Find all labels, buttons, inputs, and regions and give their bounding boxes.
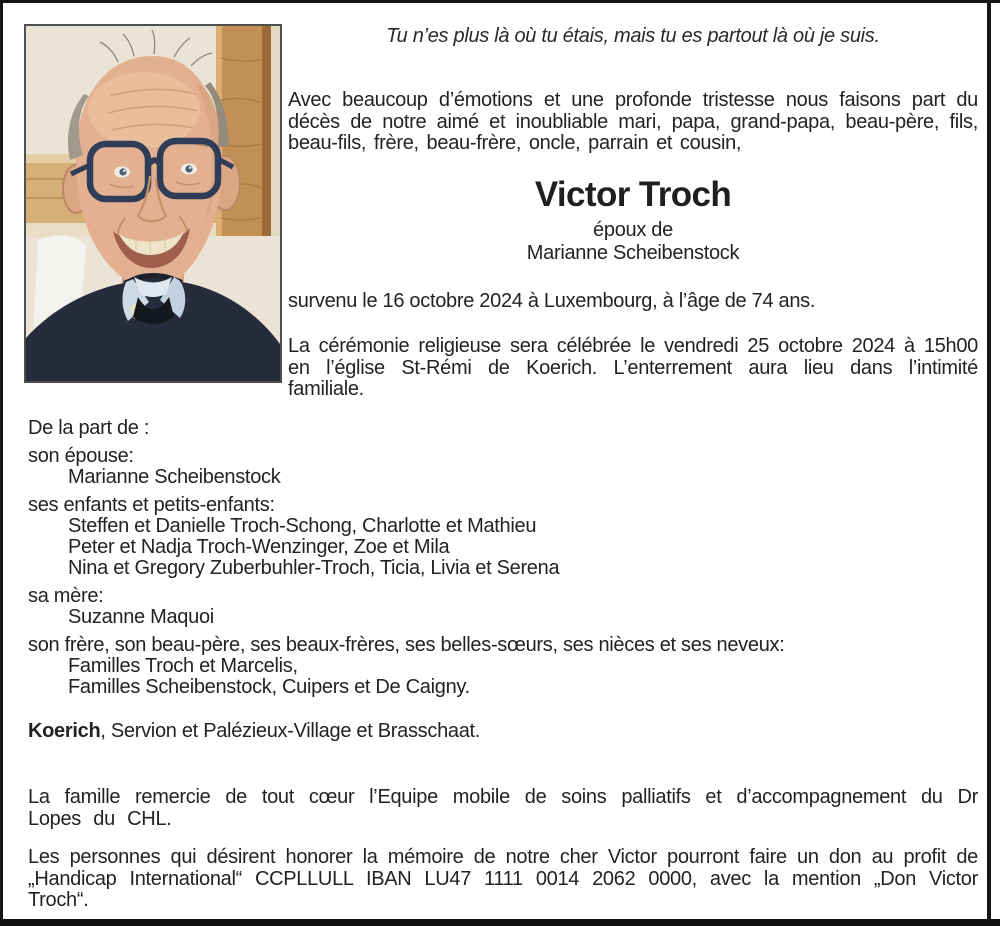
thanks-paragraph: La famille remercie de tout cœur l’Equipe mobile de soins palliatifs et d’accompagnement du Dr Lopes du CHL. [28,786,978,830]
portrait-illustration [26,26,280,381]
group-name-line: Familles Scheibenstock, Cuipers et De Caigny. [68,676,470,698]
group-name-line: Familles Troch et Marcelis, [68,655,298,677]
family-section [28,418,978,698]
group-name-line: Nina et Gregory Zuberbuhler-Troch, Ticia, Livia et Serena [68,557,560,579]
death-date-line: survenu le 16 octobre 2024 à Luxembourg, à l’âge de 74 ans. [288,290,816,312]
group-name-line: Steffen et Danielle Troch-Schong, Charlotte et Mathieu [68,515,537,537]
group-label: son épouse: [28,445,134,467]
group-name-line: Suzanne Maquoi [68,606,214,628]
notice-border-bottom [0,919,1000,926]
notice-border-left [0,0,3,926]
family-group-spouse [28,446,978,488]
group-label: son frère, son beau-père, ses beaux-frères, ses belles-sœurs, ses nièces et ses neveux: [28,634,785,656]
from-label: De la part de : [28,417,150,439]
spouse-block [288,219,978,265]
notice-border-right [987,0,991,921]
group-name-line: Peter et Nadja Troch-Wenzinger, Zoe et Mila [68,536,450,558]
places-line [28,720,978,743]
family-group-extended [28,635,978,698]
spouse-relation-label: époux de [593,219,673,241]
places-bold: Koerich [28,720,101,742]
group-name-line: Marianne Scheibenstock [68,466,281,488]
family-group-mother [28,586,978,628]
group-label: sa mère: [28,585,104,607]
ceremony-paragraph: La cérémonie religieuse sera célébrée le vendredi 25 octobre 2024 à 15h00 en l’église St-Rémi de Koerich. L’enterrement aura lieu dans l’intimité familiale. [288,335,978,400]
memorial-quote: Tu n’es plus là où tu étais, mais tu es partout là où je suis. [386,25,880,47]
donation-paragraph: Les personnes qui désirent honorer la mémoire de notre cher Victor pourront faire un don au profit de „Handicap International“ CCPLLULL IBAN LU47 1111 0014 2062 0000, avec la mention „Don Victor Troch“. [28,846,978,911]
intro-paragraph: Avec beaucoup d’émotions et une profonde tristesse nous faisons part du décès de notre aimé et inoubliable mari, papa, grand-papa, beau-père, fils, beau-fils, frère, beau-frère, oncle, parrain et cousin, [288,89,978,154]
spouse-name: Marianne Scheibenstock [526,242,740,264]
family-group-children [28,495,978,579]
group-label: ses enfants et petits-enfants: [28,494,275,516]
notice-border-top [0,0,1000,3]
deceased-name: Victor Troch [534,175,732,214]
portrait-photo [24,24,282,383]
places-rest: , Servion et Palézieux-Village et Brasschaat. [100,720,481,742]
